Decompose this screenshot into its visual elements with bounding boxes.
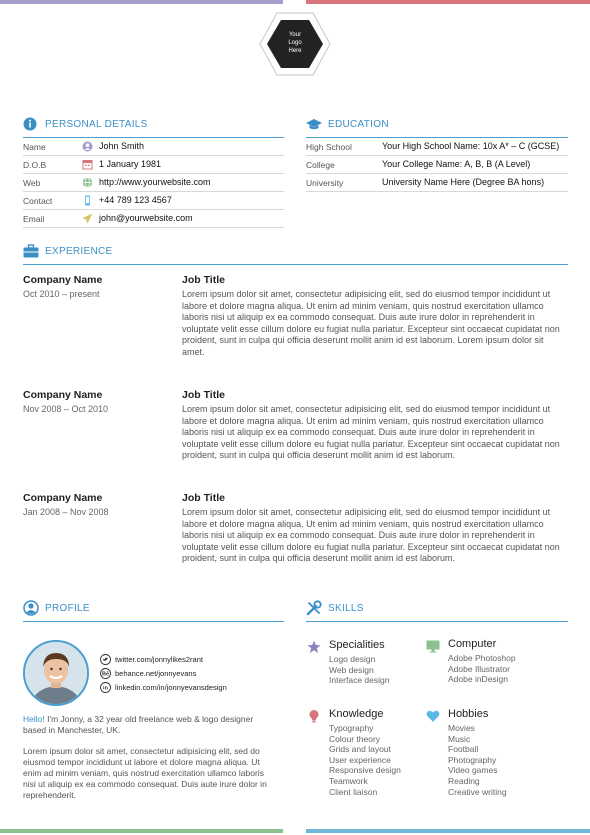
paper-plane-icon xyxy=(82,213,93,224)
calendar-icon xyxy=(82,159,93,170)
twitter-link[interactable]: twitter.com/jonnylikes2rant xyxy=(115,655,203,664)
logo xyxy=(259,12,331,76)
skill-item: Creative writing xyxy=(448,786,507,797)
job-description: Lorem ipsum dolor sit amet, consectetur adipisicing elit, sed do eiusmod tempor incididunt ut labore et dolore magna aliqua. Ut enim ad minim veniam, quis nostrud exercitation ullamco laboris nisi ut aliquip ex ea commodo consequat. Duis aute irure dolor in reprehenderit in voluptate velit esse cillum dolore eu fugiat nulla pariatur. Excepteur sint occaecat cupidatat non proident, sunt in culpa qui officia deserunt mollit anim id est laborum. xyxy=(182,507,560,564)
graduation-cap-icon xyxy=(306,116,322,132)
bottom-left-accent-bar xyxy=(0,829,283,833)
personal-row-contact xyxy=(23,192,284,210)
skill-item: Football xyxy=(448,744,479,755)
experience-item xyxy=(23,492,568,582)
skill-item: Movies xyxy=(448,723,475,733)
job-description: Lorem ipsum dolor sit amet, consectetur adipisicing elit, sed do eiusmod tempor incididunt ut labore et dolore magna aliqua. Ut enim ad minim veniam, quis nostrud exercitation ullamco laboris nisi ut aliquip ex ea commodo consequat. Duis aute irure dolor in reprehenderit in voluptate velit esse cillum dolore eu fugiat nulla pariatur. Excepteur sint occaecat cupidatat non proident, sunt in culpa qui officia deserunt mollit anim id est laborum. Lorem ipsum dolor sit amet. xyxy=(182,289,560,357)
skill-group-knowledge xyxy=(307,708,427,803)
skill-item: Teamwork xyxy=(329,775,368,786)
skill-group-heading: Computer xyxy=(448,638,497,650)
skill-group-heading: Specialities xyxy=(329,639,385,651)
skills-header xyxy=(306,600,568,622)
avatar xyxy=(23,640,89,706)
skill-item: Video games xyxy=(448,765,498,776)
tools-icon xyxy=(306,600,322,616)
skill-item: Client liaison xyxy=(329,786,378,797)
row-label: Web xyxy=(23,178,41,188)
personal-row-web xyxy=(23,174,284,192)
phone-icon xyxy=(82,195,93,206)
job-title: Job Title xyxy=(182,492,225,504)
briefcase-icon xyxy=(23,243,39,259)
behance-icon xyxy=(100,668,111,679)
twitter-icon xyxy=(100,654,111,665)
skill-group-computer xyxy=(426,638,546,698)
bottom-right-accent-bar xyxy=(306,829,590,833)
skill-item: Web design xyxy=(329,664,374,675)
experience-item xyxy=(23,274,568,364)
social-link-twitter[interactable] xyxy=(100,654,280,666)
employment-dates: Oct 2010 – present xyxy=(23,289,100,299)
social-link-linkedin[interactable] xyxy=(100,682,280,694)
profile-header xyxy=(23,600,284,622)
top-left-accent-bar xyxy=(0,0,283,4)
behance-link[interactable]: behance.net/jonnyevans xyxy=(115,669,197,678)
experience-header xyxy=(23,243,568,265)
contact-value: +44 789 123 4567 xyxy=(99,195,172,205)
top-right-accent-bar xyxy=(306,0,590,4)
personal-row-dob xyxy=(23,156,284,174)
profile-title: PROFILE xyxy=(45,603,90,614)
education-row-university xyxy=(306,174,568,192)
job-description: Lorem ipsum dolor sit amet, consectetur adipisicing elit, sed do eiusmod tempor incididunt ut labore et dolore magna aliqua. Ut enim ad minim veniam, quis nostrud exercitation ullamco laboris nisi ut aliquip ex ea commodo consequat. Duis aute irure dolor in reprehenderit in voluptate velit esse cillum dolore eu fugiat nulla pariatur. Excepteur sint occaecat cupidatat non proident, sunt in culpa qui officia deserunt mollit anim id est laborum. xyxy=(182,404,560,461)
row-label: D.O.B xyxy=(23,160,47,170)
row-label: Contact xyxy=(23,196,53,206)
experience-title: EXPERIENCE xyxy=(45,246,113,257)
dob-value: 1 January 1981 xyxy=(99,159,162,169)
social-link-behance[interactable] xyxy=(100,668,280,680)
company-name: Company Name xyxy=(23,492,103,504)
skill-group-hobbies xyxy=(426,708,546,803)
skills-title: SKILLS xyxy=(328,603,364,614)
row-label: Name xyxy=(23,142,46,152)
employment-dates: Jan 2008 – Nov 2008 xyxy=(23,507,109,517)
skill-list xyxy=(448,723,507,797)
row-value: Your High School Name: 10x A* – C (GCSE) xyxy=(382,141,560,151)
skill-item: Grids and layout xyxy=(329,744,391,755)
web-value[interactable]: http://www.yourwebsite.com xyxy=(99,177,211,187)
job-title: Job Title xyxy=(182,389,225,401)
skill-item: Adobe Illustrator xyxy=(448,663,510,674)
svg-text:Bē: Bē xyxy=(101,671,110,678)
intro-text: I'm Jonny, a 32 year old freelance web & logo designer based in Manchester, UK. xyxy=(23,714,254,735)
skill-item: Interface design xyxy=(329,675,390,686)
skill-group-heading: Hobbies xyxy=(448,708,489,720)
row-label: College xyxy=(306,160,335,170)
personal-row-email xyxy=(23,210,284,228)
company-name: Company Name xyxy=(23,274,103,286)
globe-icon xyxy=(82,177,93,188)
skill-list xyxy=(448,653,516,685)
skill-group-specialities xyxy=(307,639,427,699)
skill-item: Logo design xyxy=(329,654,376,664)
experience-item xyxy=(23,389,568,479)
skill-item: Responsive design xyxy=(329,765,401,776)
info-icon xyxy=(23,116,39,132)
linkedin-icon xyxy=(100,682,111,693)
job-title: Job Title xyxy=(182,274,225,286)
linkedin-link[interactable]: linkedin.com/in/jonnyevansdesign xyxy=(115,683,227,692)
skill-item: User experience xyxy=(329,754,391,765)
education-header xyxy=(306,116,568,138)
monitor-icon xyxy=(426,639,440,653)
skill-item: Photography xyxy=(448,754,497,765)
skill-item: Music xyxy=(448,733,471,744)
education-row-college xyxy=(306,156,568,174)
star-icon xyxy=(307,640,321,654)
name-value: John Smith xyxy=(99,141,145,151)
personal-row-name xyxy=(23,138,284,156)
row-label: High School xyxy=(306,142,352,152)
lightbulb-icon xyxy=(307,709,321,723)
svg-text:in: in xyxy=(103,685,108,692)
company-name: Company Name xyxy=(23,389,103,401)
skill-group-heading: Knowledge xyxy=(329,708,384,720)
skill-list xyxy=(329,654,389,686)
personal-details-header xyxy=(23,116,284,138)
row-label: University xyxy=(306,178,344,188)
hello-text: Hello! xyxy=(23,714,45,724)
education-title: EDUCATION xyxy=(328,119,389,130)
profile-intro xyxy=(23,714,278,736)
skill-list xyxy=(329,723,401,797)
skill-item: Reading xyxy=(448,775,480,786)
email-value[interactable]: john@yourwebsite.com xyxy=(99,213,193,223)
profile-bio: Lorem ipsum dolor sit amet, consectetur adipisicing elit, sed do eiusmod tempor incididunt ut labore et dolore magna aliqua. Ut enim ad minim veniam, quis nostrud exercitation ullamco laboris nisi ut aliquip ex ea commodo consequat. Duis aute irure dolor in reprehenderit. xyxy=(23,746,267,800)
row-value: Your College Name: A, B, B (A Level) xyxy=(382,159,531,169)
personal-details-title: PERSONAL DETAILS xyxy=(45,119,148,130)
row-label: Email xyxy=(23,214,45,224)
row-value: University Name Here (Degree BA hons) xyxy=(382,177,545,187)
heart-icon xyxy=(426,709,440,723)
skill-item: Adobe inDesign xyxy=(448,674,509,685)
skill-item: Colour theory xyxy=(329,733,381,744)
employment-dates: Nov 2008 – Oct 2010 xyxy=(23,404,109,414)
logo-text: Your Logo Here xyxy=(288,32,302,54)
user-circle-icon xyxy=(23,600,39,616)
skill-item: Adobe Photoshop xyxy=(448,653,516,663)
education-row-high-school xyxy=(306,138,568,156)
user-icon xyxy=(82,141,93,152)
skill-item: Typography xyxy=(329,723,374,733)
